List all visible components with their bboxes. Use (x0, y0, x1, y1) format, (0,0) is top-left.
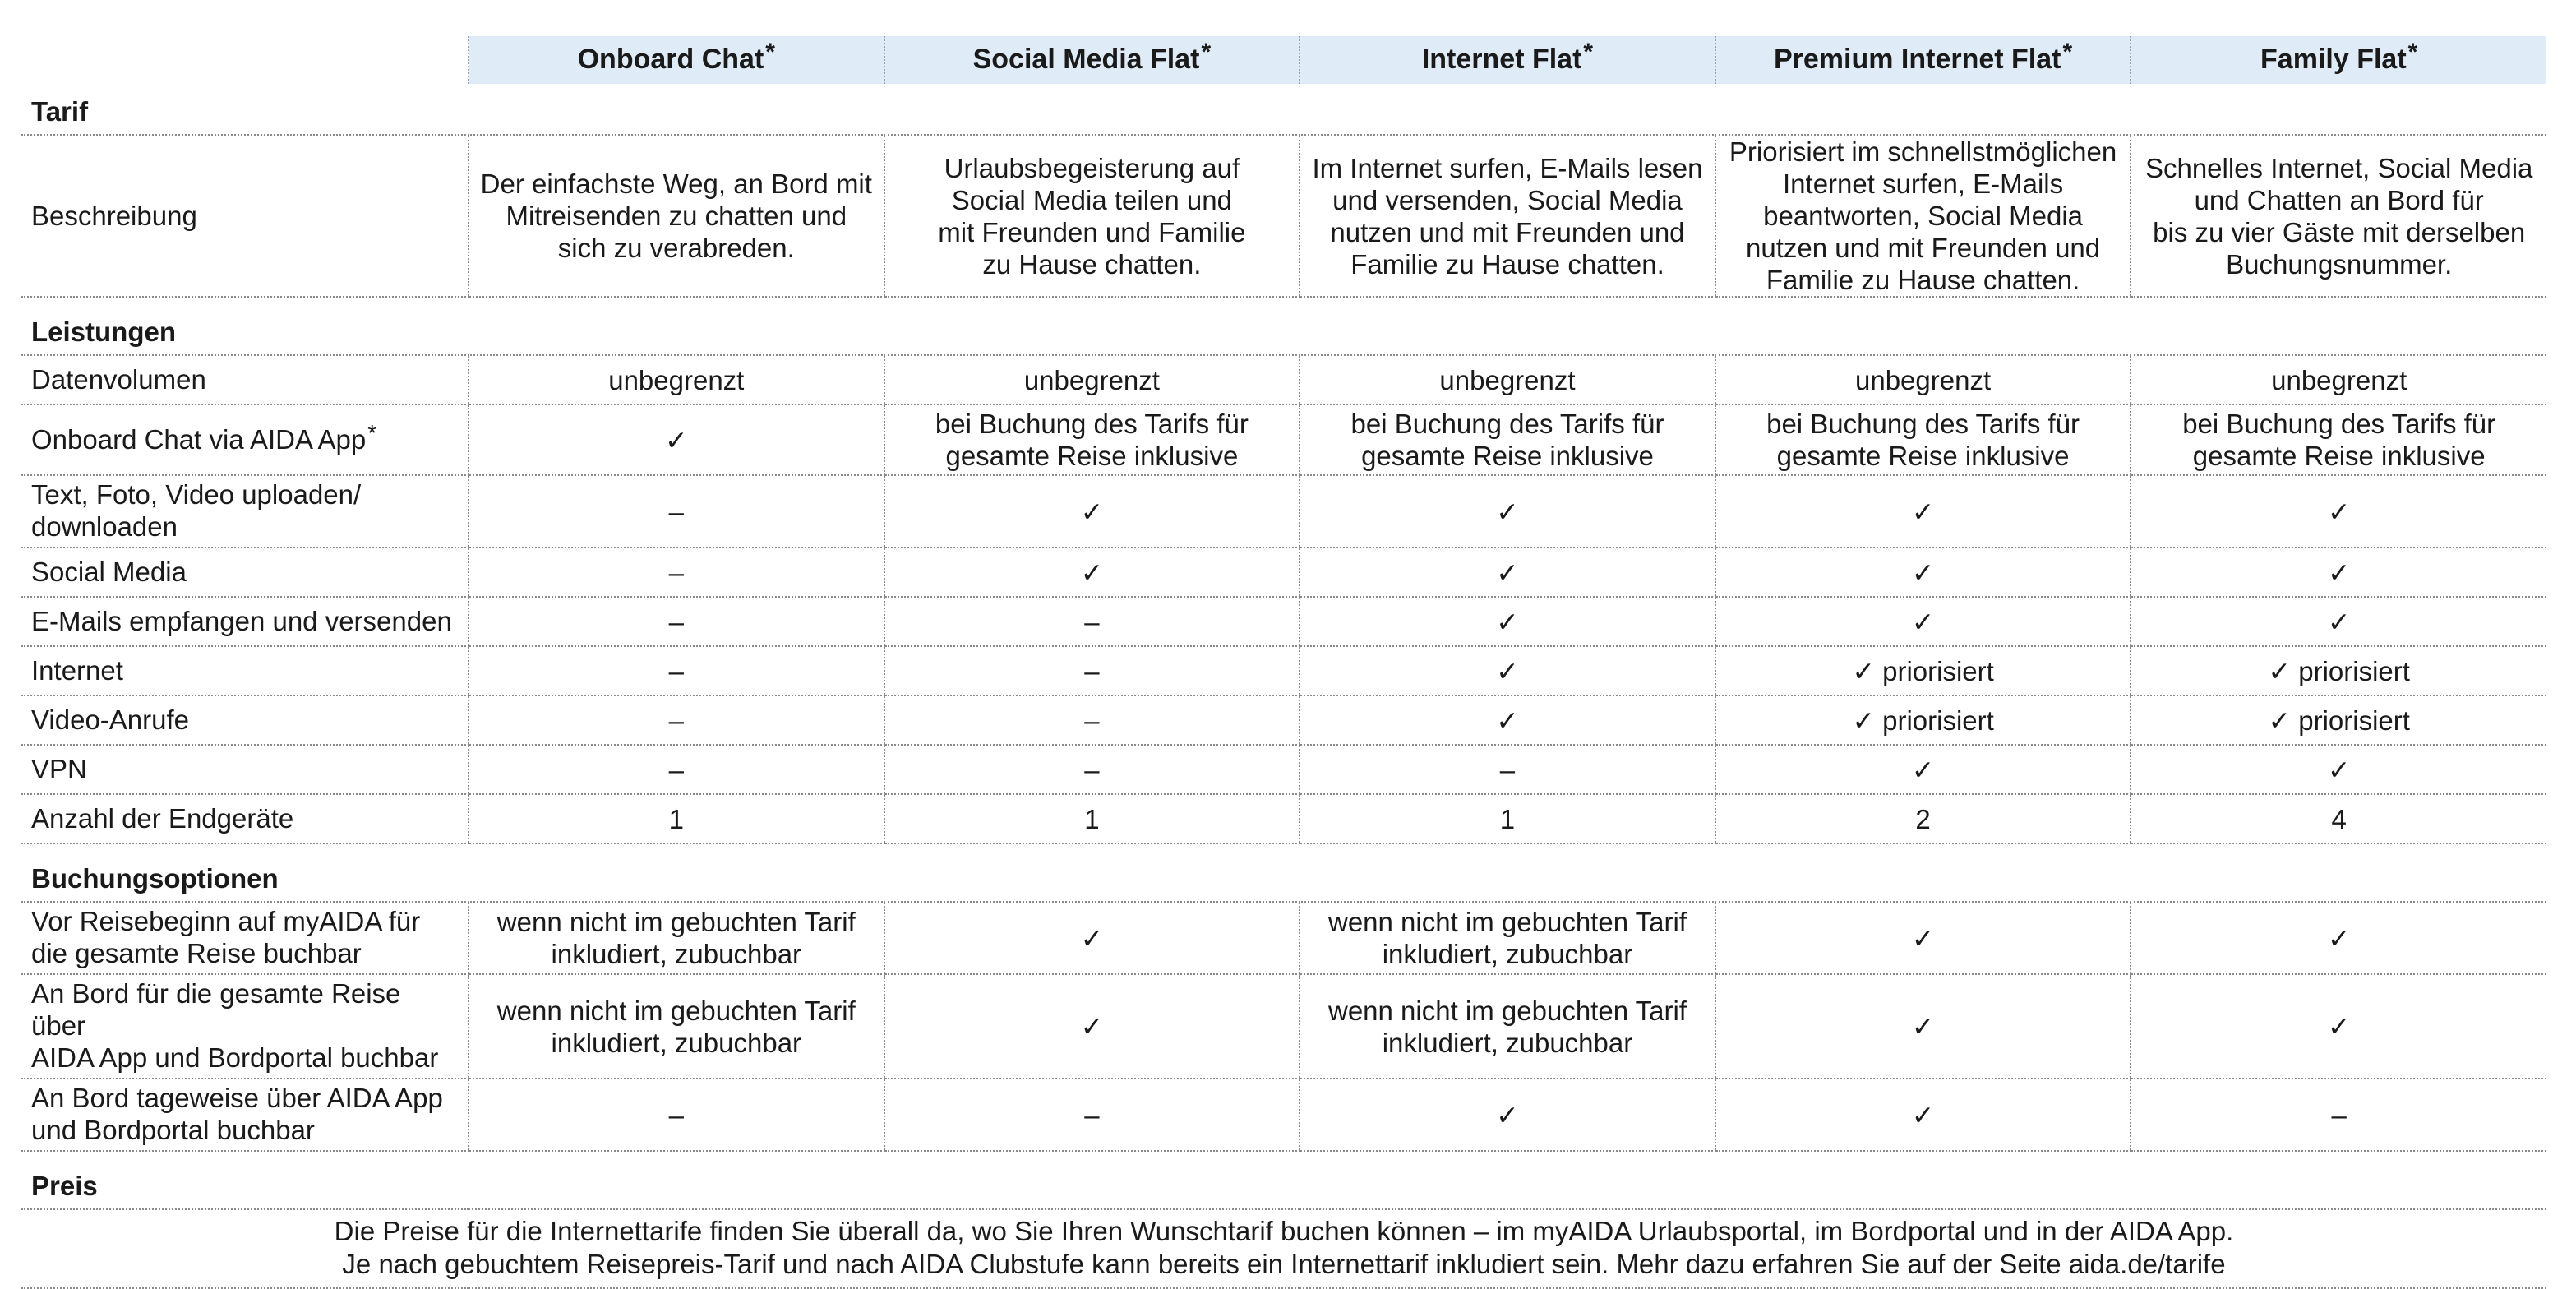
table-row (21, 1079, 2546, 1151)
table-cell: unbegrenzt (2131, 355, 2546, 404)
table-row (21, 695, 2546, 745)
footnote-star: * (765, 39, 775, 66)
table-cell: ✓ (1715, 475, 2131, 547)
table-row (21, 135, 2546, 297)
table-cell: ✓ (1300, 547, 1715, 597)
table-cell: Schnelles Internet, Social Media und Chatten an Bord für bis zu vier Gäste mit derselben Buchungsnummer. (2131, 135, 2546, 297)
price-note-line-2: Je nach gebuchtem Reisepreis-Tarif und nach AIDA Clubstufe kann bereits ein Internettarif inkludiert sein. Mehr dazu erfahren Sie auf der Seite aida.de/tarife (342, 1249, 2226, 1279)
price-note (21, 1209, 2546, 1288)
table-cell: ✓ (1300, 597, 1715, 646)
table-cell: Urlaubsbegeisterung auf Social Media teilen und mit Freunden und Familie zu Hause chatten. (884, 135, 1300, 297)
table-cell: ✓ (2131, 475, 2546, 547)
table-row (21, 974, 2546, 1079)
price-note-row (21, 1209, 2546, 1288)
table-cell: Priorisiert im schnellstmöglichen Internet surfen, E-Mails beantworten, Social Media nutzen und mit Freunden und Familie zu Hause chatten. (1715, 135, 2131, 297)
table-cell: ✓ (2131, 974, 2546, 1079)
table-cell: wenn nicht im gebuchten Tarif inkludiert, zubuchbar (1300, 974, 1715, 1079)
table-row (21, 794, 2546, 843)
tariff-comparison-table (21, 36, 2546, 1289)
table-cell: bei Buchung des Tarifs für gesamte Reise inklusive (2131, 404, 2546, 475)
table-cell: – (884, 646, 1300, 695)
table-body (21, 84, 2546, 355)
section-title: Preis (21, 1151, 2546, 1209)
table-cell: ✓ (1300, 1079, 1715, 1151)
row-label: Onboard Chat via AIDA App* (21, 404, 469, 475)
table-cell: – (884, 695, 1300, 745)
footnote-star: * (367, 419, 377, 446)
table-cell: bei Buchung des Tarifs für gesamte Reise inklusive (1715, 404, 2131, 475)
table-cell: – (884, 597, 1300, 646)
table-cell: bei Buchung des Tarifs für gesamte Reise inklusive (884, 404, 1300, 475)
table-row (21, 902, 2546, 974)
table-cell: ✓ (2131, 745, 2546, 794)
table-cell: wenn nicht im gebuchten Tarif inkludiert, zubuchbar (469, 974, 884, 1079)
table-cell: unbegrenzt (469, 355, 884, 404)
plan-header-social-media-flat: Social Media Flat* (884, 36, 1300, 84)
table-cell: bei Buchung des Tarifs für gesamte Reise inklusive (1300, 404, 1715, 475)
plan-header-premium-internet-flat: Premium Internet Flat* (1715, 36, 2131, 84)
table-cell: – (469, 597, 884, 646)
table-cell: ✓ priorisiert (2131, 695, 2546, 745)
table-cell: – (884, 1079, 1300, 1151)
table-row (21, 597, 2546, 646)
table-row (21, 646, 2546, 695)
table-cell: ✓ (884, 547, 1300, 597)
table-cell: – (469, 646, 884, 695)
section-title: Buchungsoptionen (21, 843, 2546, 902)
table-cell: ✓ (1715, 974, 2131, 1079)
table-cell: ✓ (1715, 547, 2131, 597)
buchung-heading-body (21, 843, 2546, 902)
row-label: E-Mails empfangen und versenden (21, 597, 469, 646)
row-label: VPN (21, 745, 469, 794)
table-cell: – (469, 475, 884, 547)
table-cell: ✓ (1300, 646, 1715, 695)
table-row (21, 355, 2546, 404)
row-label: Video-Anrufe (21, 695, 469, 745)
plan-header-internet-flat: Internet Flat* (1300, 36, 1715, 84)
table-cell: ✓ priorisiert (1715, 695, 2131, 745)
row-label: An Bord für die gesamte Reise über AIDA App und Bordportal buchbar (21, 974, 469, 1079)
table-cell: 2 (1715, 794, 2131, 843)
table-cell: Im Internet surfen, E-Mails lesen und versenden, Social Media nutzen und mit Freunden und Familie zu Hause chatten. (1300, 135, 1715, 297)
table-cell: unbegrenzt (1300, 355, 1715, 404)
buchung-body (21, 902, 2546, 1151)
table-cell: ✓ (1300, 695, 1715, 745)
table-cell: – (469, 695, 884, 745)
leistungen-body (21, 355, 2546, 843)
table-cell: ✓ (884, 902, 1300, 974)
table-cell: – (884, 745, 1300, 794)
table-cell: ✓ (884, 475, 1300, 547)
section-heading-preis (21, 1151, 2546, 1209)
table-cell: – (469, 745, 884, 794)
preis-body (21, 1151, 2546, 1288)
row-label: Datenvolumen (21, 355, 469, 404)
table-cell: ✓ (2131, 902, 2546, 974)
header-corner (21, 36, 469, 84)
table-cell: ✓ (2131, 597, 2546, 646)
table-row (21, 547, 2546, 597)
table-cell: ✓ (1715, 597, 2131, 646)
section-title: Tarif (21, 84, 2546, 135)
table-cell: ✓ (1715, 902, 2131, 974)
table-row (21, 404, 2546, 475)
section-heading-tarif (21, 84, 2546, 135)
table-cell: ✓ priorisiert (2131, 646, 2546, 695)
table-cell: – (1300, 745, 1715, 794)
row-label: Anzahl der Endgeräte (21, 794, 469, 843)
row-label: Text, Foto, Video uploaden/ downloaden (21, 475, 469, 547)
row-label: Internet (21, 646, 469, 695)
table-cell: wenn nicht im gebuchten Tarif inkludiert, zubuchbar (1300, 902, 1715, 974)
table-cell: Der einfachste Weg, an Bord mit Mitreisenden zu chatten und sich zu verabreden. (469, 135, 884, 297)
table-cell: ✓ (469, 404, 884, 475)
row-label: Beschreibung (21, 135, 469, 297)
table-cell: ✓ (1715, 1079, 2131, 1151)
plan-header-row (21, 36, 2546, 84)
row-label: Social Media (21, 547, 469, 597)
table-cell: ✓ (1300, 475, 1715, 547)
table-cell: ✓ (1715, 745, 2131, 794)
table-cell: – (2131, 1079, 2546, 1151)
footnote-star: * (2407, 39, 2418, 66)
table-cell: ✓ priorisiert (1715, 646, 2131, 695)
table-cell: ✓ (884, 974, 1300, 1079)
table-cell: unbegrenzt (1715, 355, 2131, 404)
section-title: Leistungen (21, 297, 2546, 355)
table-cell: 1 (1300, 794, 1715, 843)
footnote-star: * (1583, 39, 1594, 66)
footnote-star: * (1201, 39, 1212, 66)
table-cell: 1 (884, 794, 1300, 843)
table-cell: – (469, 1079, 884, 1151)
section-heading-buchungsoptionen (21, 843, 2546, 902)
table-cell: – (469, 547, 884, 597)
table-cell: unbegrenzt (884, 355, 1300, 404)
table-cell: ✓ (2131, 547, 2546, 597)
row-label: Vor Reisebeginn auf myAIDA für die gesamte Reise buchbar (21, 902, 469, 974)
row-label: An Bord tageweise über AIDA App und Bordportal buchbar (21, 1079, 469, 1151)
table-row (21, 475, 2546, 547)
plan-header-family-flat: Family Flat* (2131, 36, 2546, 84)
footnote-star: * (2062, 39, 2073, 66)
table-cell: 4 (2131, 794, 2546, 843)
table-row (21, 745, 2546, 794)
price-note-line-1: Die Preise für die Internettarife finden Sie überall da, wo Sie Ihren Wunschtarif buchen können – im myAIDA Urlaubsportal, im Bordportal und in der AIDA App. (334, 1216, 2234, 1246)
table-cell: wenn nicht im gebuchten Tarif inkludiert, zubuchbar (469, 902, 884, 974)
table-cell: 1 (469, 794, 884, 843)
section-heading-leistungen (21, 297, 2546, 355)
plan-header-onboard-chat: Onboard Chat* (469, 36, 884, 84)
